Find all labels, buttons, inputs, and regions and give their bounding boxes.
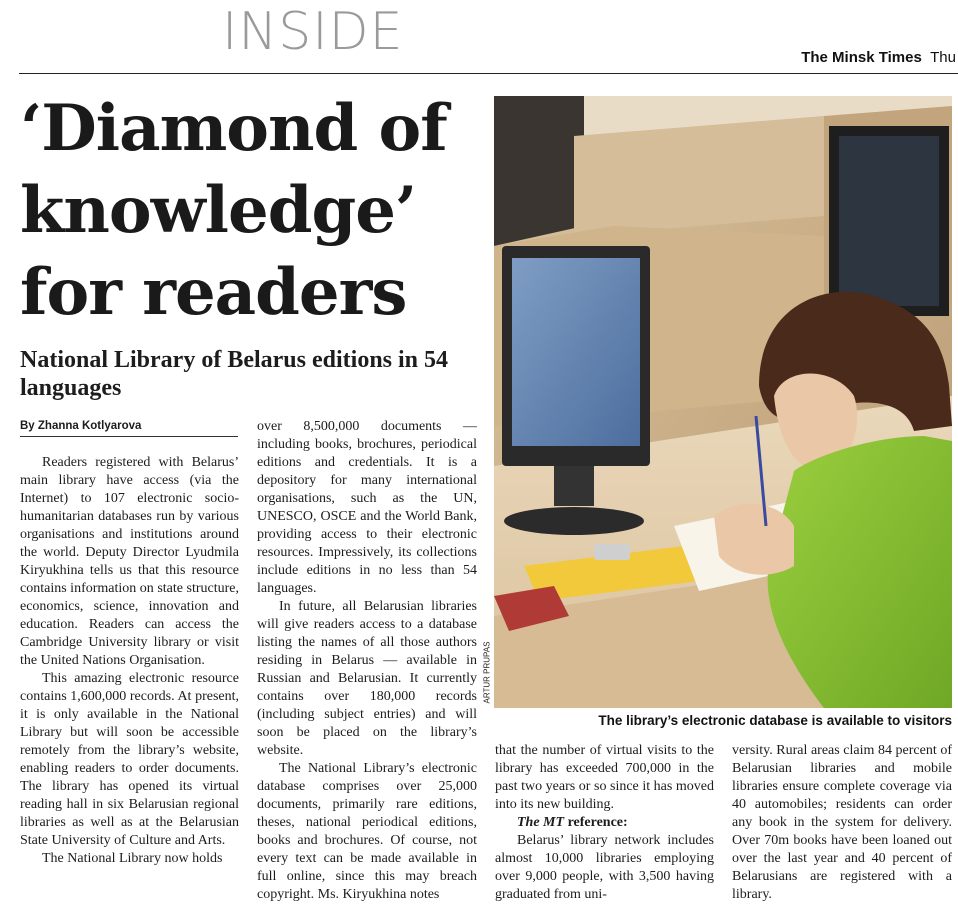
paragraph: In future, all Belarusian libraries will give readers access to a database listing the names of all those authors residing in Belarus — available in Russian and Belarusian. It currently contains over 180,000 records (including subject entries) and will soon be placed on the library’s website. — [257, 599, 477, 758]
issue-day: Thu — [930, 49, 956, 66]
reference-label: The MT — [517, 815, 565, 830]
header-rule — [19, 73, 958, 74]
paragraph: The National Library’s electronic database comprises over 25,000 documents, primarily rare editions, theses, national periodical editions, books and brochures. Of course, not every text can be made available in full online, since this may breach copyright. Ms. Kiryukhina notes — [257, 761, 477, 902]
photo-credit: ARTUR PRUPAS — [482, 641, 492, 704]
publication-name: The Minsk Times — [801, 49, 922, 66]
reference-suffix: reference: — [567, 815, 628, 830]
section-label: INSIDE — [222, 2, 404, 62]
subheadline: National Library of Belarus editions in 54 languages — [20, 347, 449, 401]
headline-line: knowledge’ — [20, 173, 417, 248]
masthead — [801, 49, 956, 66]
headline — [20, 88, 490, 334]
paragraph: that the number of virtual visits to the library has exceeded 700,000 in the past two years or so since it has moved into its new building. — [495, 743, 714, 812]
byline: By Zhanna Kotlyarova — [20, 420, 238, 437]
headline-line: for readers — [20, 255, 407, 330]
text-column-4 — [732, 742, 952, 908]
paragraph: This amazing electronic resource contains 1,600,000 records. At present, it is only available in the National Library but will soon be accessible remotely from the library’s website, enabling readers to order documents. The library has opened its virtual reading hall in six Belarusian regional libraries as well as at the Belarusian State University of Culture and Arts. — [20, 671, 239, 848]
paragraph: Belarus’ library network includes almost 10,000 libraries employing over 9,000 people, with 3,500 having graduated from uni- — [495, 833, 714, 902]
text-column-1 — [20, 454, 239, 908]
paragraph: versity. Rural areas claim 84 percent of Belarusian libraries and mobile libraries ensure complete coverage via 40 automobiles; residents can order any book in the system for delivery. Over 70m books have been loaned out over the last year and 40 percent of Belarusians are registered with a library. — [732, 743, 952, 902]
text-column-3 — [495, 742, 714, 908]
paragraph: over 8,500,000 documents — including books, brochures, periodical editions and credentials. It is a depository for many international organisations, such as the UN, UNESCO, OSCE and the World Bank, providing access to their electronic resources. Impressively, its collections include editions in no less than 54 languages. — [257, 419, 477, 596]
article-photo — [494, 96, 952, 708]
text-column-2 — [257, 418, 477, 908]
mobile-phone — [594, 544, 630, 560]
photo-caption: The library’s electronic database is available to visitors — [598, 713, 952, 728]
paragraph: The National Library now holds — [42, 851, 223, 866]
headline-line: ‘Diamond of — [20, 91, 447, 166]
paragraph: Readers registered with Belarus’ main library have access (via the Internet) to 107 electronic socio-humanitarian databases run by various organisations and institutions around the world. Deputy Director Lyudmila Kiryukhina tells us that this resource contains information on state structure, economics, science, innovation and education. Readers can access the Cambridge University library or visit the United Nations Organisation. — [20, 455, 239, 668]
reference-heading — [495, 814, 714, 832]
